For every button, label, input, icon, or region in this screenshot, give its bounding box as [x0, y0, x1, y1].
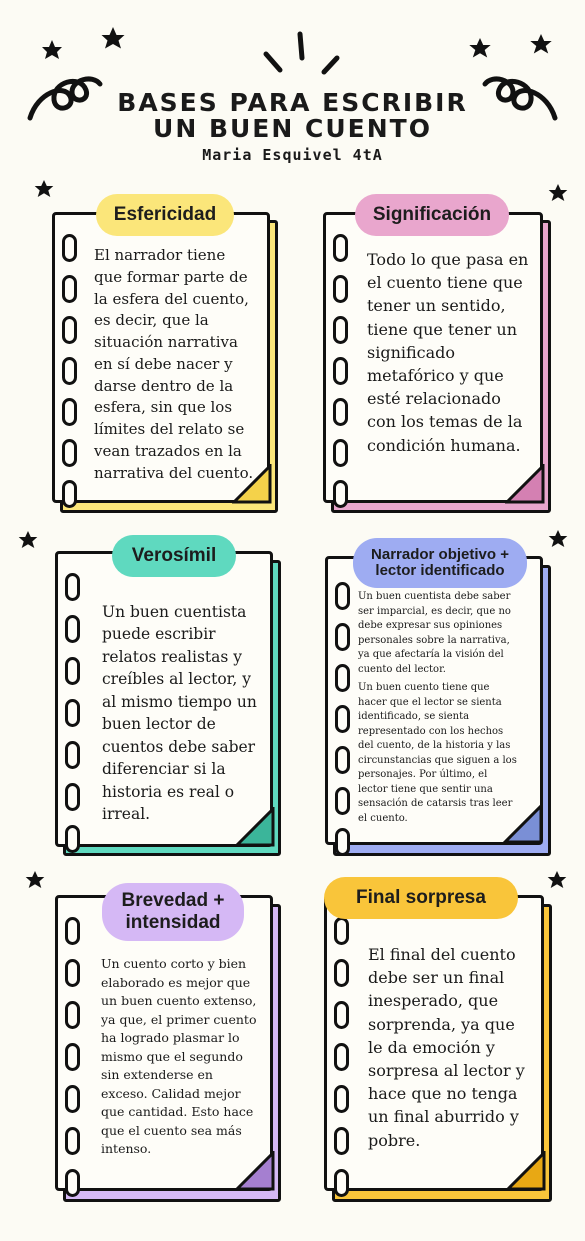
card-text: El final del cuento debe ser un final inesperado, que sorprenda, ya que le da emoción y sorpresa al lector y hace que no tenga un final aburrido y pobre.	[368, 945, 525, 1150]
page-fold-icon	[505, 464, 545, 504]
burst-line	[266, 54, 280, 70]
card-title: Significación	[355, 194, 509, 236]
card-title: Brevedad + intensidad	[102, 883, 244, 941]
card-text: Un cuento corto y bien elaborado es mejor que un buen cuento extenso, ya que, el primer cuento ha logrado plasmar lo mismo que el segundo sin extenderse en exceso. Calidad mejor que cantidad. Esto hace que el cuento sea más intenso.	[101, 956, 257, 1156]
ring-icon	[65, 959, 80, 987]
binder-rings	[334, 917, 349, 1197]
ring-icon	[334, 1127, 349, 1155]
author-name: Maria Esquivel 4tA	[202, 146, 383, 164]
ring-icon	[62, 316, 77, 344]
ring-icon	[334, 959, 349, 987]
ring-icon	[65, 917, 80, 945]
ring-icon	[335, 623, 350, 651]
ring-icon	[335, 705, 350, 733]
ring-icon	[333, 357, 348, 385]
ring-icon	[334, 1169, 349, 1197]
ring-icon	[65, 615, 80, 643]
ring-icon	[333, 480, 348, 508]
ring-icon	[333, 234, 348, 262]
card-title: Verosímil	[112, 535, 236, 577]
card-text: El narrador tiene que formar parte de la esfera del cuento, es decir, que la situación narrativa en sí debe nacer y darse dentro de la esfera, sin que los límites del relato se vean trazados en la narrativa del cuento.	[94, 246, 254, 482]
ring-icon	[65, 1085, 80, 1113]
burst-line	[300, 34, 302, 58]
burst-line	[324, 58, 337, 72]
ring-icon	[65, 1043, 80, 1071]
ring-icon	[333, 316, 348, 344]
ring-icon	[334, 917, 349, 945]
ring-icon	[62, 234, 77, 262]
binder-rings	[333, 234, 348, 508]
ring-icon	[333, 398, 348, 426]
ring-icon	[62, 275, 77, 303]
ring-icon	[335, 664, 350, 692]
ring-icon	[335, 787, 350, 815]
ring-icon	[62, 357, 77, 385]
page-title-line2: UN BUEN CUENTO	[153, 114, 432, 143]
card-title: Esfericidad	[96, 194, 234, 236]
card-title: Final sorpresa	[324, 877, 518, 919]
ring-icon	[335, 828, 350, 856]
star-icon	[530, 34, 551, 54]
ring-icon	[65, 783, 80, 811]
ring-icon	[333, 439, 348, 467]
card-text	[358, 590, 518, 826]
star-icon	[549, 530, 568, 547]
ring-icon	[334, 1085, 349, 1113]
star-icon	[102, 27, 125, 49]
ring-icon	[65, 1169, 80, 1197]
star-icon	[35, 180, 54, 197]
ring-icon	[65, 573, 80, 601]
ring-icon	[62, 439, 77, 467]
star-icon	[548, 871, 567, 888]
ring-icon	[65, 1127, 80, 1155]
ring-icon	[65, 825, 80, 853]
binder-rings	[62, 234, 77, 508]
ring-icon	[334, 1043, 349, 1071]
star-icon	[42, 40, 62, 59]
page-title-line1: BASES PARA ESCRIBIR	[117, 88, 468, 117]
star-icon	[549, 184, 568, 201]
star-icon	[469, 38, 490, 58]
ring-icon	[335, 746, 350, 774]
card-title: Narrador objetivo + lector identificado	[353, 538, 527, 588]
card-text: Un buen cuentista puede escribir relatos realistas y creíbles al lector, y al mismo tiempo un buen lector de cuentos debe saber diferenciar si la historia es real o irreal.	[102, 603, 257, 824]
binder-rings	[65, 573, 80, 853]
card-text-paragraph-2: Un buen cuento tiene que hacer que el lector se sienta identificado, se sienta representado con los hechos del cuento, de la historia y las circunstancias que siguen a los personajes. Por último, el lector tiene que sentir una sensación de catarsis tras leer el cuento.	[358, 682, 517, 824]
ring-icon	[65, 741, 80, 769]
binder-rings	[335, 582, 350, 856]
binder-rings	[65, 917, 80, 1197]
ring-icon	[62, 480, 77, 508]
ring-icon	[65, 1001, 80, 1029]
ring-icon	[65, 657, 80, 685]
card-text-paragraph-1: Un buen cuentista debe saber ser imparcial, es decir, que no debe expresar sus opiniones personales sobre la narrativa, ya que afectaría la visión del cuento del lector.	[358, 591, 511, 675]
star-icon	[19, 531, 38, 548]
ring-icon	[335, 582, 350, 610]
ring-icon	[334, 1001, 349, 1029]
ring-icon	[65, 699, 80, 727]
star-icon	[26, 871, 45, 888]
ring-icon	[333, 275, 348, 303]
page-fold-icon	[506, 1151, 546, 1191]
card-text: Todo lo que pasa en el cuento tiene que tener un sentido, tiene que tener un significado metafórico y que esté relacionado con los temas de la condición humana.	[367, 250, 529, 455]
ring-icon	[62, 398, 77, 426]
